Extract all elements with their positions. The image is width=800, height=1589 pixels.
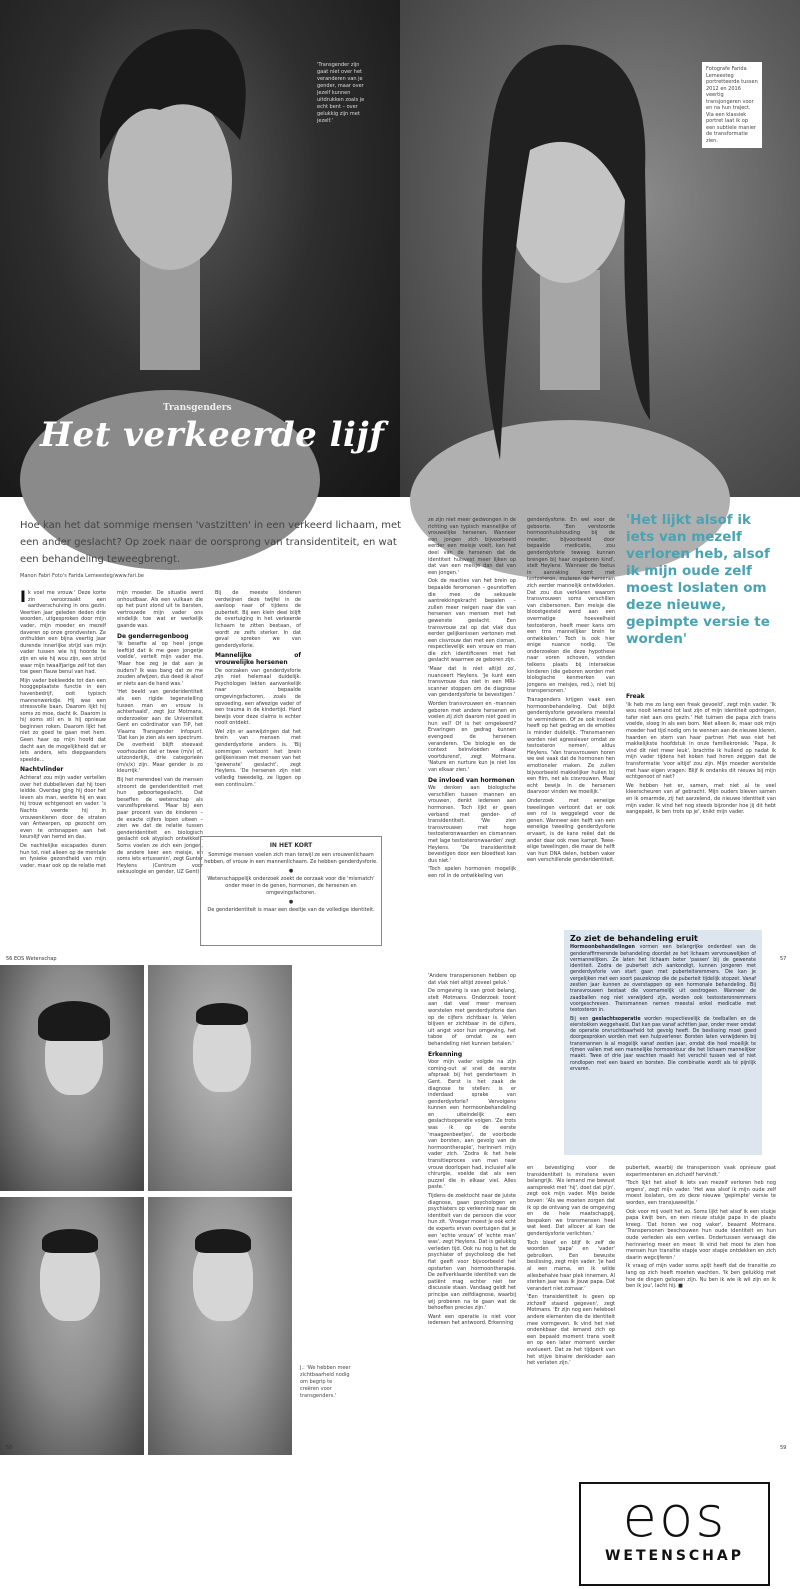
paragraph: puberteit, waarbij de transpersoon vaak opnieuw gaat experimenteren en zichzelf hervindt.' <box>626 1165 776 1178</box>
hair-shape <box>195 1229 251 1253</box>
body-column-6 <box>626 690 776 818</box>
portrait-photo-4 <box>148 1197 292 1455</box>
treatment-box <box>564 930 762 1155</box>
paragraph: 'Een transidentiteit is geen op zichzelf staand gegeven', zegt Motmans. 'Er zijn nog een heleboel andere elementen die de identiteit mee vormgeven. Ik vind het niet ondenkbaar dat iemand zich op een bepaald moment trans voelt en op een later moment verder evolueert. Dat ze het tijdperk van het stijve binaire denkkader aan het verlaten zijn.' <box>527 1294 615 1367</box>
subheading: Freak <box>626 693 645 700</box>
box-item: Wetenschappelijk onderzoek zoekt de oorzaak voor die 'mismatch' onder meer in de genen, hormonen, de hersenen en omgevingsfactoren. <box>207 876 375 896</box>
subheading: De invloed van hormonen <box>428 776 515 784</box>
portrait-photo-before <box>0 0 400 497</box>
page-number-right: 59 <box>780 1445 787 1451</box>
box-item: De genderidentiteit is maar een deeltje van de volledige identiteit. <box>207 907 375 913</box>
box-text: vormen een belangrijke onderdeel van de genderaffirmerende behandeling doordat ze het lichaam vervrouwelijken of vermannelijken. Ze laten het lichaam beter 'passen' bij de gewenste identiteit. Zodra de puberteit zich aankondigt, kunnen jongeren met genderdysforie van start gaan met puberteitsremmers. Die kan je vergelijken met een soort pauzeknop die de puberteit tijdelijk stopzet. Vanaf zestien jaar kunnen ze overstappen op een hormonale behandeling. Bij transvrouwen bestaat die voornamelijk uit oestrogeen. Wanneer de zaadballen nog niet verwijderd zijn, worden ook testosteronremmers voorgeschreven. Transmannen nemen meestal enkel medicatie met testosteron in. <box>570 945 756 1014</box>
subheading: Mannelijke of vrouwelijke hersenen <box>215 652 301 666</box>
paragraph: We hebben het er, samen, met niet al te veel kleerscheuren van af gebracht. Mijn ouders bleven samen en ik omarmde, zij het aarzelend, de nieuwe identiteit van mijn vader. Ik vind het nog steeds bijzonder hoe jij dit hebt aangepakt, ik ben trots op je', knikt mijn vader. <box>626 782 776 816</box>
paragraph: Bij het merendeel van de mensen stroomt de genderidentiteit met hun geboortegeslacht. Dat beseffen de wetenschap als vanzelfsprekend. 'Maar bij een paar procent van de kinderen – de exacte cijfers lopen uiteen – zien we dat de relatie tussen genderidentiteit en biologisch geslacht ook atypisch ontwikkelt. Soms voelen ze zich een jongen, de andere keer een meisje, en soms iets ertussenin', zegt Gunter Heylens (Centrum voor seksuologie en gender, UZ Gent). <box>117 777 203 876</box>
paragraph: De nachtelijke escapades duren hun tol, niet alleen op de mentale en fysieke gezondheid van mijn vader, maar ook op de relatie met <box>20 842 106 869</box>
section-kicker: Transgenders <box>163 403 232 413</box>
paragraph: Worden transvrouwen en -mannen geboren met andere hersenen en voelen zij zich daarom niet goed in hun vel? Of is het omgekeerd? Ervaringen en gedrag kunnen evengoed de hersenen veranderen. 'De biologie en de context beïnvloeden elkaar voortdurend', zegt Motmans. 'Nature en nurture kun je niet los van elkaar zien.' <box>428 701 516 773</box>
page-number-right: 57 <box>780 956 787 962</box>
paragraph: Achteraf zou mijn vader vertellen over het dubbelleven dat hij toen leidde. Overdag ging hij door het leven als man, werkte hij en was hij trouw echtgenoot en vader. 's Nachts veerde hij in vrouwenkleren door de straten van Antwerpen, op gezocht om even te ontsnappen aan het keurslijf van hemd en das. <box>20 775 106 841</box>
subheading: Erkenning <box>428 1050 463 1058</box>
paragraph: 'Ik besefte al op heel jonge leeftijd dat ik me geen jongetje voelde', vertelt mijn vader me. 'Maar hoe zeg je dat aan je ouders? Ik was bang dat ze me zouden afwijzen, dus deed ik alsof er niets aan de hand was.' <box>117 641 203 687</box>
paragraph: We denken aan biologische verschillen tussen mannen en vrouwen, denkt iedereen aan hormonen. Toch lijkt er geen verband met gender- of transidentiteit. 'We zien transvrouwen met hoge testosteronwaarden en cismannen met lage testosteronwaarden' zegt Heylens. 'De transidentiteit bevestigen door een bloedtest kan dus niet.' <box>428 785 516 864</box>
paragraph: 'Maar dat is niet altijd zo', nuanceert Heylens. 'Je kunt een transvrouw dus niet in een MRI-scanner stoppen om de diagnose van genderdysforie te bevestigen.' <box>428 666 516 699</box>
body-column-2 <box>117 590 203 878</box>
box-title: IN HET KORT <box>269 842 313 849</box>
paragraph: Voor mijn vader volgde na zijn coming-out al snel de eerste afspraak bij het genderteam in Gent. Eerst is het zaak de diagnose te stellen: is er inderdaad sprake van genderdysforie? Vervolgens kunnen een hormoonbehandeling en uiteindelijk een geslachtsoperatie volgen. 'Ze trots was ik op de eerste 'maagzenbeetjes', de voorbode van borsten, aan gevolg van de hormoontherapie', herinnert mijn vader zich. 'Zodra ik het hele transitieproces van man naar vrouw doorlopen had, inclusief alle chirurgie, voelde dat als een puzzel die in elkaar viel. Alles paste.' <box>428 1059 516 1191</box>
byline: Manon Fabri Foto's Farida Lemeesteg/www.fari.be <box>20 573 144 579</box>
body-column-4 <box>428 517 516 881</box>
box-item: Sommige mensen voelen zich man terwijl ze een vrouwenlichaam hebben, of vrouw in een mannenlichaam. Ze hebben genderdysforie. <box>204 852 378 865</box>
paragraph: 'Ik heb me zo lang een freak gevoeld', zegt mijn vader. 'Ik wou nooit iemand tot last zijn of mijn identiteit opdringen, tafer niet aan ons gezin.' Het tuimen die papa zich trans voelde, sloeg in als een bom. Niet alleen ik, maar ook mijn moeder had tijd nodig om te wennen aan de nieuwe kleren, haarden en stem van haar partner. Het was niet het makkelijkste hoofdstuk in onze familiekroniek. 'Papa, ik vind dit niet meer leuk', brachtte ik huilend op nadat ik mijn vader tijdens het koken had horen zeggen dat de transformatie 'voor altijd' zou zijn. Mijn moeder worstelde met haar eigen vragen: Blijf ik ondanks dit nieuws bij mijn echtgenoot of niet? <box>626 701 776 781</box>
body-column-9 <box>626 1165 776 1292</box>
in-short-box <box>200 836 382 946</box>
photo-caption-right: Fotografe Farida Lemeesteg portretteerde tussen 2012 en 2016 veertig transjongeren voor en na hun traject. Via een klassiek portret laat ik op een subtiele manier de transformatie zien. <box>702 62 762 148</box>
article-intro: Hoe kan het dat sommige mensen 'vastzitten' in een verkeerd lichaam, met een ander geslacht? Op zoek naar de oorsprong van transidentiteit, en wat een behandeling teweegbrengt. <box>20 520 402 565</box>
paragraph: Transgenders krijgen vaak een hormoonbehandeling. Dat blijkt genderdysforie gevoelens meestal te verminderen. Of ze ook invloed heeft op het gedrag en de emoties is minder duidelijk. 'Transmannen worden niet agressiever omdat ze testosteron nemen', aldus Heylens. 'Van transvrouwen horen we wel vaak dat de hormonen hen emotioneler maken. Ze zullen bijvoorbeeld makkelijker huilen bij een film, net als cisvrouwen. Maar echt bewijs in de hersenen daarvoor vinden we moeilijk.' <box>527 697 615 796</box>
paragraph: Ook de reacties van het brein op bepaalde feromonen – geurstoffen die mee de seksuele aantrekkingskracht bepalen – zullen meer neigen naar die van hersenen van mensen met het gewenste geslacht. Een transvrouw zal op dat vlak dus eerder gelijkenissen vertonen met een cisvrouw dan met een cisman, respectievelijk een vrouw en man die zich identificeren met het geslacht waarmee ze geboren zijn. <box>428 578 516 664</box>
paragraph: 'Andere transpersonen hebben op dat vlak niet altijd zoveel geluk.' <box>428 973 516 986</box>
paragraph: Wel zijn er aanwijzingen dat het brein van mensen met genderdysforie anders is. 'Bij sommigen vertoont het brein gelijkenissen met mensen van het 'gewenste' geslacht', zegt Heylens. 'De hersenen zijn niet volledig tweedelig, ze liggen op een continuüm.' <box>215 728 301 788</box>
box-lead: Hormoonbehandelingen <box>570 945 635 951</box>
paragraph: Ook voor mij voelt het zo. Soms lijkt het alsof ik een stukje papa kwijt ben, en een nieuw stukje papa in de plaats kreeg. 'Dat horen we nog vaker', beaamt Motmans. 'Transpersonen beschouwen hun oude identiteit en hun oude verleden als een verlies. Ondertussen vervaagt die herinnering meer en meer. Ik vind het mooi te zien hoe mensen hun transitie stapje voor stapje ontdekken en zich daarin wegcijferen.' <box>626 1208 776 1261</box>
bullet-dot: ● <box>288 868 294 874</box>
eos-wetenschap-logo <box>579 1482 770 1586</box>
subheading: Nachtvlinder <box>20 766 64 774</box>
body-column-7 <box>428 973 516 1329</box>
paragraph: 'Het beeld van genderidentiteit als een rigide tegenstelling tussen man en vrouw is achterhaald', zegt Joz Motmans, onderzoeker aan de Universiteit Gent en coördinator van TiP, het Vlaams Transgender Infopunt. 'Dat kan je zien als een spectrum. De overheid blijft steevast voorhouden dat er twee (m/v) of, uitzonderlijk, drie categorieën (m/v/x) zijn. Maar gender is zo kleurrijk.' <box>117 689 203 775</box>
logo-brand: eos <box>622 1485 727 1550</box>
hair-shape <box>38 1001 110 1041</box>
body-column-3 <box>215 590 301 790</box>
subheading: De genderregenboog <box>117 632 189 640</box>
paragraph: Ik vraag of mijn vader soms spijt heeft dat de transitie zo lang op zich heeft moeten wachten. 'Ik ben gelukkig met hoe de dingen gelopen zijn. Nu ben ik wie ik wil zijn en ik ben ik jou', lacht hij. ■ <box>626 1263 776 1290</box>
paragraph: k voel me vrouw.' Deze korte zin veroorzaakt een aardverschuiving in ons gezin. Veertien jaar geleden deden drie woorden, uitgesproken door mijn vader, mijn moeder en mezelf daveren op onze grondvesten. Ze onthulden een bijna veertig jaar durende innerlijke strijd van mijn vader tussen wie hij hoorde te zijn en wie hij wou zijn, een strijd waar mijn twaalfjarige zelf tot dan toe geen flauw benul van had. <box>20 590 106 676</box>
article-headline: Het verkeerde lijf <box>40 415 385 455</box>
paragraph: en bevestiging voor de transidentiteit is minstens even belangrijk. 'Als iemand me bewust aanspreekt met 'hij', doet dat pijn', zegt ook mijn vader. Mijn beide boven: 'Als we moeten zorgen dat ik op de ontvang van de omgeving en de hele maatschappij, bespaken we transmensen heel wat leed. Dat allocer al kan de genderdysforie verlichten.' <box>527 1165 615 1237</box>
box-lead: geslachtsoperatie <box>591 1016 641 1022</box>
box-text: worden respectievelijk de teelballen en de eierstokken weggehaald. Dat kan pas vanaf achttien jaar, onder meer omdat de operatie onvruchtbaarheid tot gevolg heeft. De beslissing moet goed doorgesproken worden met een hulpverlener. Borsten laten verwijderen bij transmannen is al mogelijk vanaf zestien jaar, omdat die heel moeilijk te rijmen vallen met een mannelijke hormoonkuur die het lichaam mannelijker maakt. Twee of drie jaar wachten maakt het verschil tussen wel of niet rondlopen met een baard en borsten. Die combinatie wordt als té pijnlijk ervaren. <box>570 1016 756 1072</box>
logo-subtitle: WETENSCHAP <box>604 1548 744 1564</box>
bullet-dot: ● <box>288 899 294 905</box>
paragraph: Mijn vader bekleedde tot dan een hooggeplaatste functie in een havenbedrijf, ooit typisch mannenwerkdje. Hij was een stressvolle baan. Daarom lijkt hij soms zo moe, dacht ik. Daarom is hij soms stil en is hij opnieuw beginnen roken. Daarom lijkt het niet zo goed te gaan met hem. Geen haar op mijn hoofd dat dacht aan de mogelijkheid dat er iets anders, iets diepgaanders speelde… <box>20 677 106 763</box>
portrait-photo-2 <box>148 965 292 1191</box>
paragraph: Onderzoek met eeneiige tweelingen vertoont dat er ook een rol is weggelegd voor de genen. Wanneer één helft van een eeneiige tweeling genderdysforie ervaart, is de kans reëel dat de ander daar ook mee kampt. Twee-eiige tweelingen, die maar de helft van hun DNA delen, hebben vaker een verschillende genderidentiteit. <box>527 797 615 864</box>
paragraph: Bij de meeste kinderen verdwijnen deze twijfel in de aanloop naar of tijdens de puberteit. Bij een klein deel blijft de overtuiging in het verkeerde lichaam te zitten bestaan, of wordt ze zelfs sterker. In dat geval spreken we van genderdysforie. <box>215 590 301 649</box>
body-column-1 <box>20 587 106 871</box>
page-number-left: 58 <box>6 1445 13 1451</box>
box-title: Zo ziet de behandeling eruit <box>570 934 698 943</box>
paragraph: 'Toch lijkt het alsof ik iets van mezelf verloren heb nog ergens', zegt mijn vader. 'Het was alsof ik mijn oude zelf moest loslaten, om zo deze nieuwe 'gepimpte' versie te worden, een transjuweeltje.' <box>626 1180 776 1206</box>
paragraph: ze zijn niet meer gedwongen in de richting van typisch mannelijke of vrouwelijke hersenen. Wanneer een jongen zich bijvoorbeeld eerder een meisje voelt, kan het deel van de hersenen dat de identiteit huisvest meer lijken op dat van een meisje dan dat van een jongen.' <box>428 517 516 576</box>
paragraph: mijn moeder. De situatie werd onhoudbaar. Als een vulkaan die op het punt stond uit te barsten, vertrouwde mijn vader ons eindelijk toe wat er werkelijk gaande was. <box>117 590 203 629</box>
portrait-photo-3 <box>0 1197 144 1455</box>
paragraph: Tijdens de zoektocht naar de juiste diagnose, gaan psychologen en psychiaters op verkenning naar de identiteit van de persoon die voor hun zit. 'Vroeger moest je ook echt de experts ervan overtuigen dat je een 'echte vrouw' of 'echte man' was', zegt Heylens. Dat is gelukkig verleden tijd. Ook nu nog is het de psychiater of psycholoog die het fiat geeft voor bijvoorbeeld het opstarten van hormoontherapie. De zelfverklaarde identiteit van de patiënt mag echter niet ter discussie staan. Vandaag geldt het principe van zelfdiagnose, waarbij wij proberen na te gaan wat de behoeften precies zijn.' <box>428 1193 516 1312</box>
box-prefix: Bij een <box>570 1016 589 1022</box>
paragraph: Toch bleef en blijf ik zelf de woorden 'papa' en 'vader' gebruiken. Een bewuste beslissing, zegt mijn vader. 'Je had al een mama, en ik wilde allesbehalve haar plek innemen. Al sterken jaar was ik jouw papa. Dat verandert niet zomaar.' <box>527 1239 615 1292</box>
paragraph: 'Toch spelen hormonen mogelijk een rol in de ontwikkeling van <box>428 866 516 879</box>
photo-caption: J.: 'We hebben meer zichtbaarheid nodig om begrip te creëren voor transgenders.' <box>300 1365 351 1399</box>
portrait-photo-1 <box>0 965 144 1191</box>
paragraph: De omgeving is van groot belang, stelt Motmans. Onderzoek toont aan dat veel meer mensen worstelen met genderdysforie dan op de cijfers zichtbaar is. Velen blijven er zichtbaar in de cijfers, uit angst voor hun omgeving, het taboe of omdat ze een behandeling niet kunnen betalen.' <box>428 988 516 1047</box>
paragraph: De oorzaken van genderdysforie zijn niet helemaal duidelijk. Psychologen lekten aanvankelijk naar bepaalde omgevingsfactoren, zoals de opvoeding, een afwezige vader of een trauma in de kindertijd. Hard bewijs voor deze claims is echter nooit ontdekt. <box>215 667 301 727</box>
body-column-5 <box>527 517 615 866</box>
paragraph: Want een operatie is niet voor iedereen het antwoord. Erkenning <box>428 1313 516 1327</box>
photo-caption-left: 'Transgender zijn gaat niet over het veranderen van je gender, maar over jezelf kunnen uitdrukken zoals je echt bent – over gelukkig zijn met jezelf.' <box>317 62 365 124</box>
body-column-8 <box>527 1165 615 1369</box>
hair-shape <box>42 1229 98 1253</box>
pull-quote: 'Het lijkt alsof ik iets van mezelf verloren heb, alsof ik mijn oude zelf moest loslaten om deze nieuwe, gepimpte versie te worden' <box>626 512 770 647</box>
drop-cap: I <box>20 587 26 606</box>
page-number-left: 56 EOS Wetenschap <box>6 956 57 962</box>
hair-shape <box>196 1003 248 1025</box>
paragraph: genderdysforie. En wel voor de geboorte. 'Een verstoorde hormoonhuishouding bij de moeder, bijvoorbeeld door bepaalde medicatie, zou genderdysforie teweeg kunnen brengen bij haar ongeboren kind', stelt Heylens. 'Wanneer de foetus in aanraking komt met testosteron, muteren de hersenen zich eerder mannelijk ontwikkelen. Dat zou dus verklaren waarom transvrouwen soms verschillen van cisbersonen. Een meisje die bloostgesteld werd aan een overmatige hoeveelheid testosteron, heeft meer kans om een trns mannelijker brein te ontwikkelen.' Toch is ook hier enige nuance nodig. 'De onderzoeken die deze hypothese naar voren schoven, vonden telkens plaats bij intersekse kinderen (die geboren worden met biologische kenmerken van jongens en meisjes, red.), niet bij transpersonen.' <box>527 517 615 695</box>
